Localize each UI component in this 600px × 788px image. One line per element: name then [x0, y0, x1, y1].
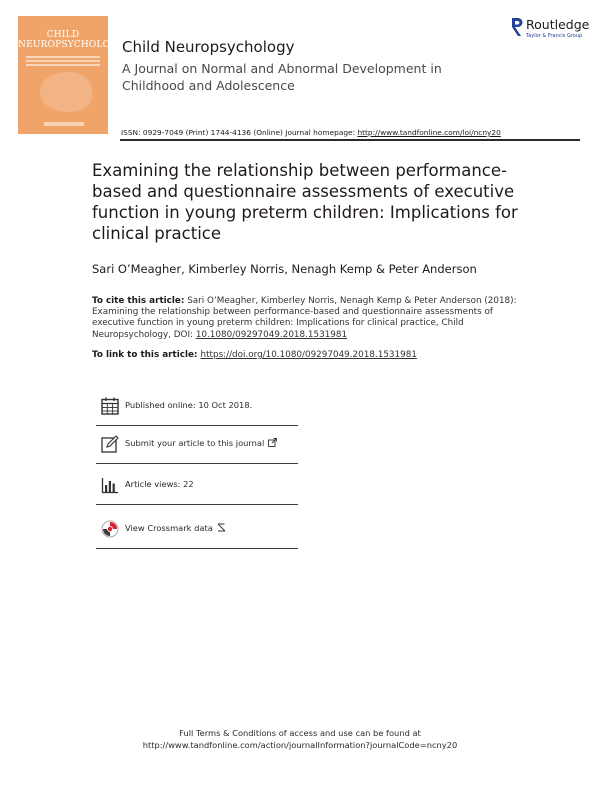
- cover-illustration: [40, 72, 92, 112]
- article-authors: Sari O’Meagher, Kimberley Norris, Nenagh Kemp & Peter Anderson: [92, 262, 477, 276]
- submit-row[interactable]: [96, 432, 298, 464]
- article-title: Examining the relationship between performance-based and questionnaire assessments of executive function in young preterm children: Implications for clinical practice: [92, 161, 518, 243]
- crossmark-row[interactable]: [96, 517, 298, 549]
- terms-footer: [100, 727, 500, 751]
- journal-subtitle: A Journal on Normal and Abnormal Development in Childhood and Adolescence: [122, 61, 442, 93]
- journal-homepage-link[interactable]: http://www.tandfonline.com/loi/ncny20: [357, 128, 501, 137]
- article-views: Article views: 22: [125, 479, 194, 489]
- publisher-name: Routledge: [526, 17, 590, 32]
- cover-footer-mark: [44, 122, 84, 126]
- crossmark-link[interactable]: View Crossmark data: [125, 523, 226, 533]
- publisher-logo: [511, 16, 591, 46]
- published-date: Published online: 10 Oct 2018.: [125, 400, 253, 410]
- link-label: To link to this article:: [92, 350, 201, 360]
- row-divider: [96, 463, 298, 464]
- views-row[interactable]: [96, 473, 298, 505]
- published-row: [96, 394, 298, 426]
- external-link-icon: [268, 438, 277, 447]
- citation-text: Sari O’Meagher, Kimberley Norris, Nenagh Kemp & Peter Anderson (2018): Examining the relationship between performance-based and questionnaire assessments of executive function in young preterm children: Implications for clinical practice, Child Neuropsychology, DOI:: [92, 296, 517, 340]
- row-divider: [96, 548, 298, 549]
- citation-block: [92, 296, 537, 341]
- edit-icon: [101, 435, 119, 453]
- crossmark-icon: [101, 520, 119, 538]
- journal-cover-image: [18, 16, 124, 134]
- cover-title-line2: NEUROPSYCHOLOGY: [18, 40, 124, 50]
- routledge-logo-icon: [511, 17, 523, 37]
- row-divider: [96, 504, 298, 505]
- publisher-tagline: Taylor & Francis Group: [526, 33, 583, 39]
- citation-label: To cite this article:: [92, 296, 185, 306]
- crossmark-external-icon: [217, 523, 226, 532]
- issn-line: [121, 128, 501, 137]
- cover-subtitle-band: [26, 56, 100, 66]
- row-divider: [96, 425, 298, 426]
- submit-article-link[interactable]: Submit your article to this journal: [125, 438, 277, 448]
- article-doi-link[interactable]: https://doi.org/10.1080/09297049.2018.1531981: [200, 350, 417, 360]
- footer-journal-info-link[interactable]: http://www.tandfonline.com/action/journalInformation?journalCode=ncny20: [142, 740, 458, 750]
- cover-title-line1: CHILD: [46, 30, 80, 40]
- calendar-icon: [101, 397, 119, 415]
- citation-doi-link[interactable]: 10.1080/09297049.2018.1531981: [195, 329, 348, 340]
- journal-name: Child Neuropsychology: [122, 38, 295, 56]
- bar-chart-icon: [101, 476, 119, 494]
- issn-text: ISSN: 0929-7049 (Print) 1744-4136 (Online) Journal homepage:: [121, 128, 358, 137]
- cover-title: [18, 30, 124, 50]
- header-divider: [120, 139, 580, 141]
- article-link-row: [92, 350, 417, 360]
- footer-line1: Full Terms & Conditions of access and use can be found at: [179, 728, 421, 738]
